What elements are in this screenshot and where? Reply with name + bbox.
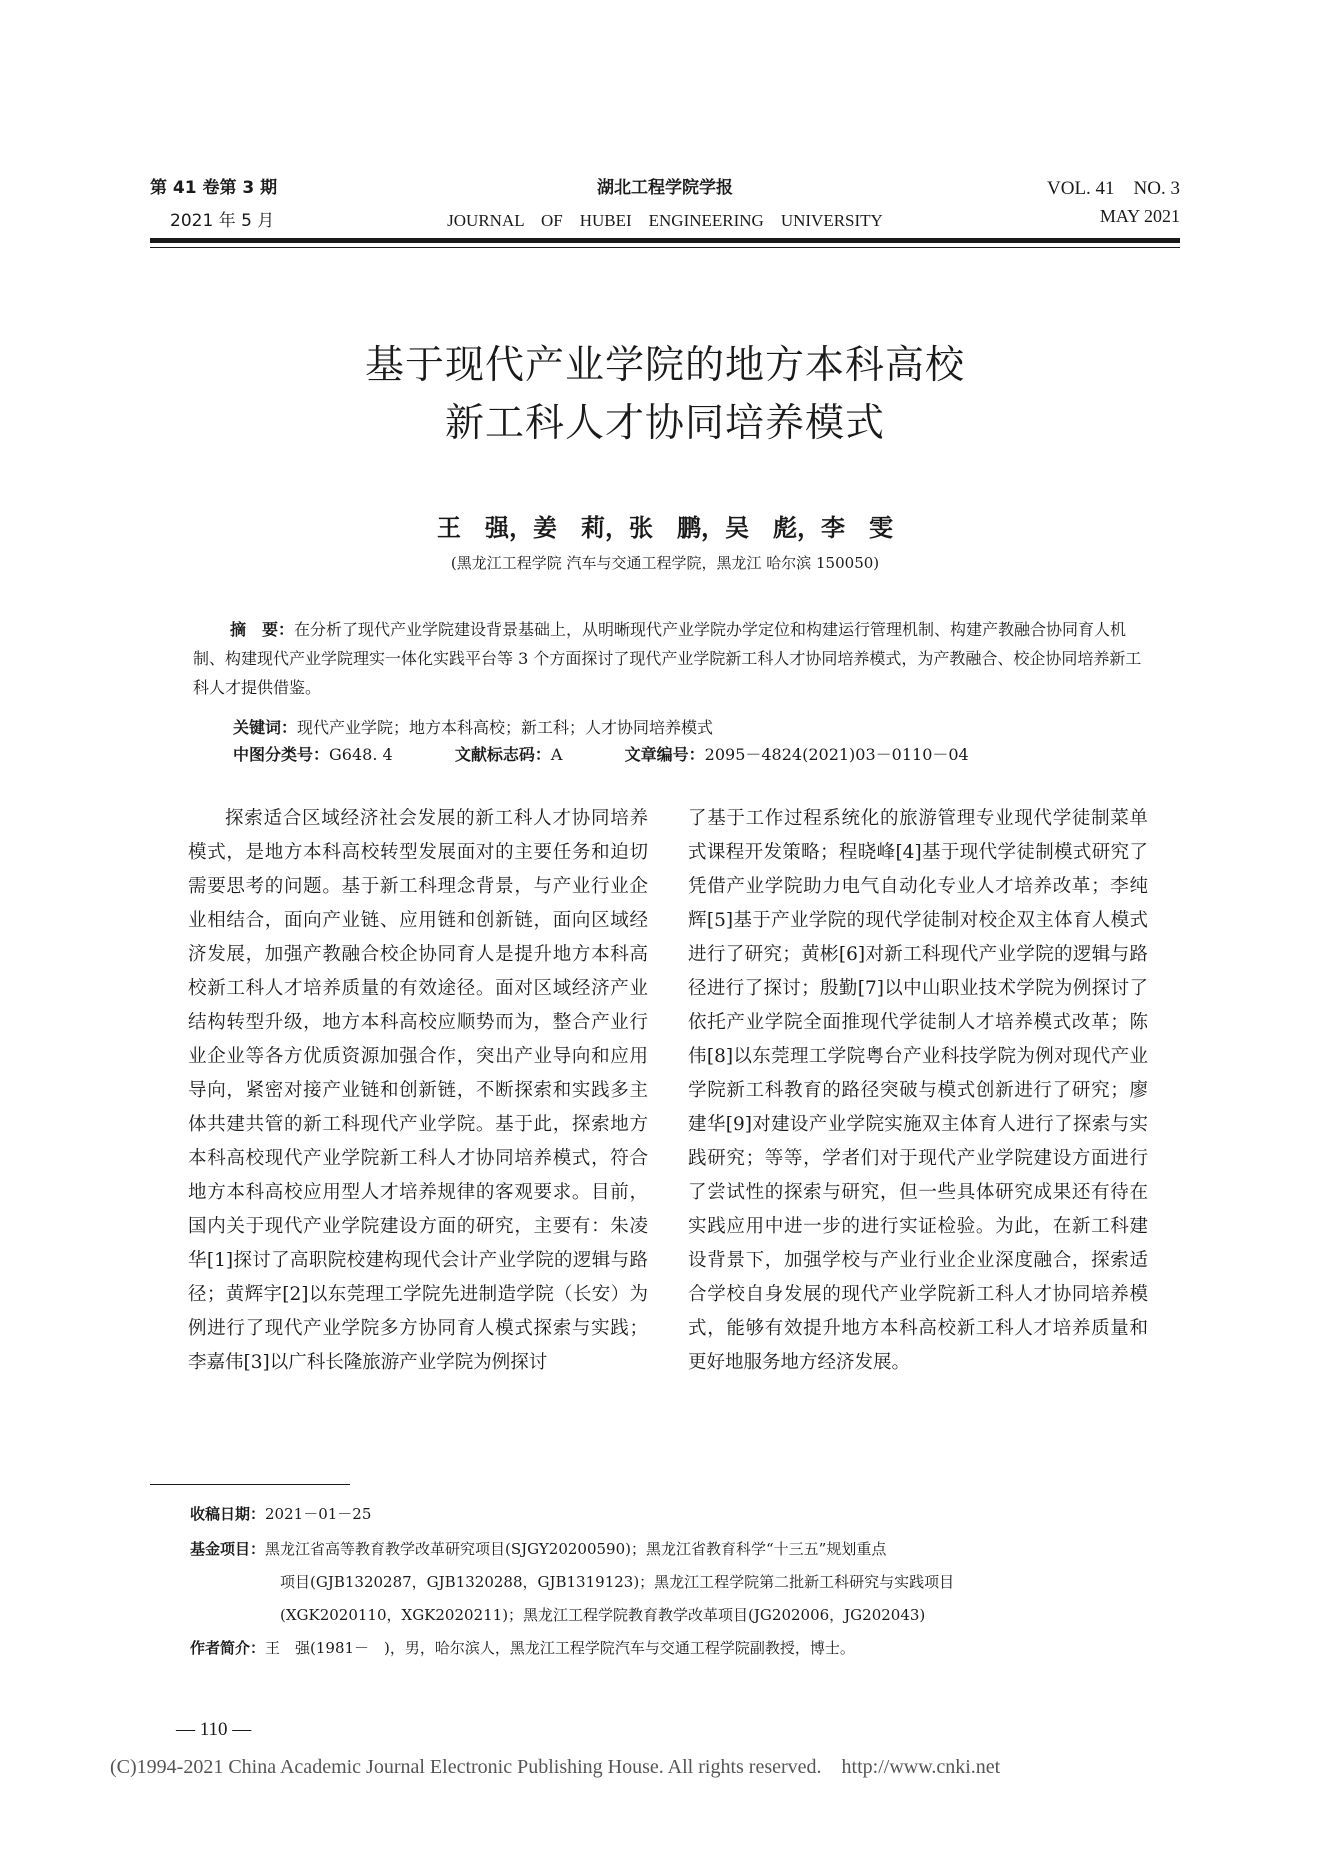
author-bio-label: 作者简介： — [190, 1639, 266, 1657]
received-date — [190, 1500, 371, 1528]
footnote-rule — [150, 1484, 350, 1485]
header-rule-thick — [150, 238, 1180, 243]
body-paragraph-right: 了基于工作过程系统化的旅游管理专业现代学徒制菜单式课程开发策略；程晓峰[4]基于现代学徒制模式研究了凭借产业学院助力电气自动化专业人才培养改革；李纯辉[5]基于产业学院的现代学徒制对校企双主体育人模式进行了研究；黄彬[6]对新工科现代产业学院的逻辑与路径进行了探讨；殷勤[7]以中山职业技术学院为例探讨了依托产业学院全面推现代学徒制人才培养模式改革；陈伟[8]以东莞理工学院粤台产业科技学院为例对现代产业学院新工科教育的路径突破与模式创新进行了研究；廖建华[9]对建设产业学院实施双主体育人进行了探索与实践研究；等等，学者们对于现代产业学院建设方面进行了尝试性的探索与研究，但一些具体研究成果还有待在实践应用中进一步的进行实证检验。为此，在新工科建设背景下，加强学校与产业行业企业深度融合，探索适合学校自身发展的现代产业学院新工科人才协同培养模式，能够有效提升地方本科高校新工科人才培养质量和更好地服务地方经济发展。 — [688, 808, 1148, 1373]
journal-name-cn: 湖北工程学院学报 — [597, 178, 733, 198]
author-list: 王 强，姜 莉，张 鹏，吴 彪，李 雯 — [437, 514, 893, 542]
issue-date: 2021 年 5 月 — [170, 211, 275, 231]
doc-code-value: A — [550, 745, 563, 764]
issue-date-en: MAY 2021 — [1099, 206, 1180, 226]
journal-name-en: JOURNAL OF HUBEI ENGINEERING UNIVERSITY — [447, 211, 883, 230]
received-label: 收稿日期： — [190, 1505, 266, 1523]
received-value: 2021－01－25 — [265, 1505, 372, 1523]
keywords — [233, 713, 1183, 742]
keywords-label: 关键词： — [233, 718, 298, 737]
body-right-column — [688, 802, 1148, 1380]
volume-issue: 第 41 卷第 3 期 — [150, 178, 278, 198]
fund-line1: 黑龙江省高等教育教学改革研究项目(SJGY20200590)；黑龙江省教育科学“十三五”规划重点 — [265, 1540, 887, 1558]
abstract-text: 在分析了现代产业学院建设背景基础上，从明晰现代产业学院办学定位和构建运行管理机制、构建产教融合协同育人机制、构建现代产业学院理实一体化实践平台等 3 个方面探讨了现代产业学院新工科人才协同培养模式，为产教融合、校企协同培养新工科人才提供借鉴。 — [193, 620, 1142, 697]
author-bio — [190, 1634, 855, 1662]
author-bio-value: 王 强(1981－ )，男，哈尔滨人，黑龙江工程学院汽车与交通工程学院副教授，博士。 — [265, 1639, 855, 1657]
body-left-column — [188, 802, 648, 1380]
fund-line2: 项目(GJB1320287，GJB1320288，GJB1319123)；黑龙江工程学院第二批新工科研究与实践项目 — [280, 1573, 955, 1591]
fund-line3: (XGK2020110，XGK2020211)；黑龙江工程学院教育教学改革项目(JG202006，JG202043) — [280, 1606, 926, 1624]
article-title-line1: 基于现代产业学院的地方本科高校 — [364, 343, 965, 388]
clc-value: G648. 4 — [329, 745, 393, 764]
doc-code-label: 文献标志码： — [454, 745, 551, 764]
volume-issue-en: VOL. 41 NO. 3 — [1047, 178, 1180, 199]
abstract — [193, 615, 1143, 702]
author-affiliation: (黑龙江工程学院 汽车与交通工程学院，黑龙江 哈尔滨 150050) — [450, 554, 880, 572]
article-title-line2: 新工科人才协同培养模式 — [444, 401, 885, 446]
fund-label: 基金项目： — [190, 1540, 266, 1558]
article-number-value: 2095－4824(2021)03－0110－04 — [704, 745, 969, 764]
body-paragraph-left: 探索适合区域经济社会发展的新工科人才协同培养模式，是地方本科高校转型发展面对的主要任务和迫切需要思考的问题。基于新工科理念背景，与产业行业企业相结合，面向产业链、应用链和创新链，面向区域经济发展，加强产教融合校企协同育人是提升地方本科高校新工科人才培养质量的有效途径。面对区域经济产业结构转型升级，地方本科高校应顺势而为，整合产业行业企业等各方优质资源加强合作，突出产业导向和应用导向，紧密对接产业链和创新链，不断探索和实践多主体共建共管的新工科现代产业学院。基于此，探索地方本科高校现代产业学院新工科人才协同培养模式，符合地方本科高校应用型人才培养规律的客观要求。目前，国内关于现代产业学院建设方面的研究，主要有：朱凌华[1]探讨了高职院校建构现代会计产业学院的逻辑与路径；黄辉宇[2]以东莞理工学院先进制造学院（长安）为例进行了现代产业学院多方协同育人模式探索与实践；李嘉伟[3]以广科长隆旅游产业学院为例探讨 — [188, 808, 648, 1373]
fund-projects — [190, 1535, 886, 1563]
classification-line — [233, 742, 969, 765]
keywords-text: 现代产业学院；地方本科高校；新工科；人才协同培养模式 — [297, 718, 714, 737]
abstract-label: 摘 要： — [230, 620, 295, 639]
page-number: — 110 — — [176, 1719, 252, 1740]
clc-label: 中图分类号： — [233, 745, 330, 764]
header-rule-thin — [150, 247, 1180, 248]
article-number-label: 文章编号： — [624, 745, 705, 764]
copyright-notice: (C)1994-2021 China Academic Journal Electronic Publishing House. All rights reserved. http://www.cnki.net — [110, 1756, 1001, 1778]
